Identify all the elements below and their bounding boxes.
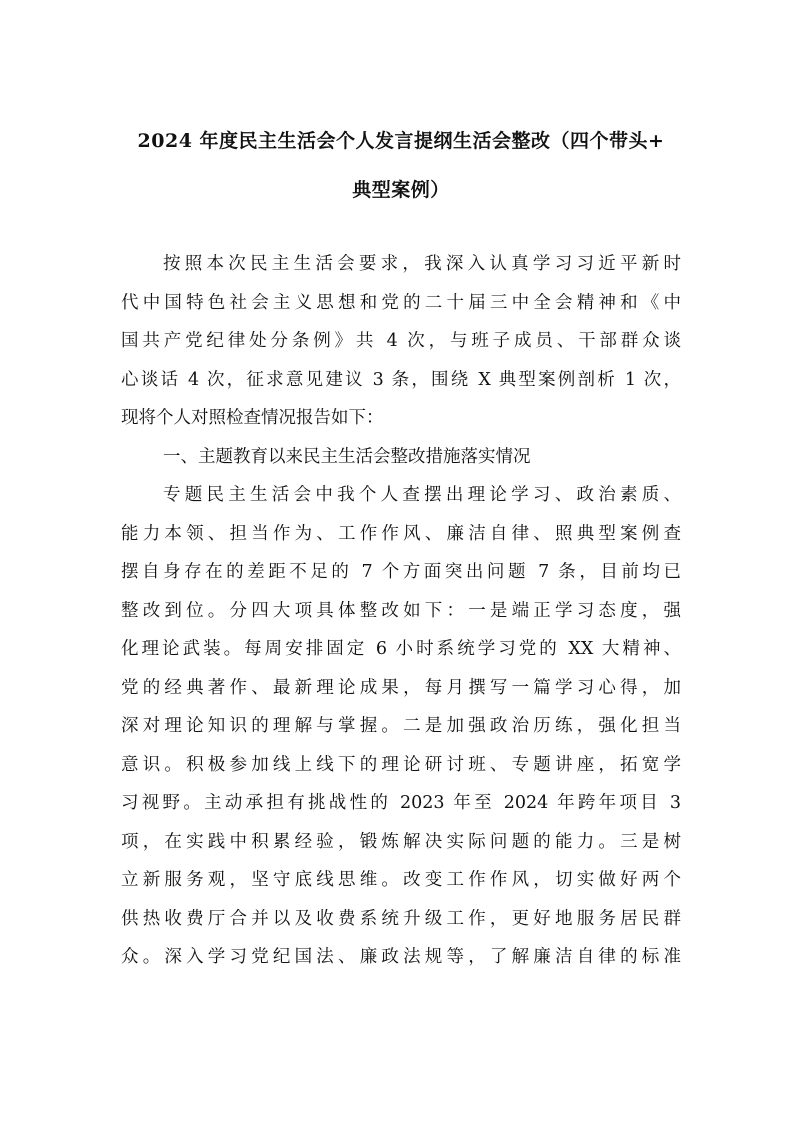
paragraph-line: 心谈话 4 次，征求意见建议 3 条，围绕 X 典型案例剖析 1 次， — [121, 370, 681, 390]
paragraph-line: 意识。积极参加线上线下的理论研讨班、专题讲座，拓宽学 — [121, 755, 681, 775]
paragraph-line: 按照本次民主生活会要求，我深入认真学习习近平新时 — [163, 254, 681, 274]
paragraph-line: 现将个人对照检查情况报告如下： — [121, 408, 384, 428]
document-title-line-1: 2024 年度民主生活会个人发言提纲生活会整改（四个带头+ — [137, 130, 665, 152]
paragraph-line: 整改到位。分四大项具体整改如下：一是端正学习态度，强 — [121, 601, 681, 621]
paragraph-line: 摆自身存在的差距不足的 7 个方面突出问题 7 条，目前均已 — [121, 562, 681, 582]
paragraph-line: 立新服务观，坚守底线思维。改变工作作风，切实做好两个 — [121, 870, 681, 890]
paragraph-line: 党的经典著作、最新理论成果，每月撰写一篇学习心得，加 — [121, 678, 681, 698]
paragraph-line: 专题民主生活会中我个人查摆出理论学习、政治素质、 — [163, 485, 681, 505]
paragraph-line: 习视野。主动承担有挑战性的 2023 年至 2024 年跨年项目 3 — [121, 793, 681, 813]
paragraph-line: 项，在实践中积累经验，锻炼解决实际问题的能力。三是树 — [121, 832, 681, 852]
section-heading: 一、主题教育以来民主生活会整改措施落实情况 — [163, 447, 531, 467]
paragraph-line: 能力本领、担当作为、工作作风、廉洁自律、照典型案例查 — [121, 524, 681, 544]
document-title-line-2: 典型案例） — [352, 179, 450, 201]
paragraph-line: 众。深入学习党纪国法、廉政法规等，了解廉洁自律的标准 — [121, 947, 681, 967]
paragraph-line: 化理论武装。每周安排固定 6 小时系统学习党的 XX 大精神、 — [121, 639, 681, 659]
paragraph-line: 代中国特色社会主义思想和党的二十届三中全会精神和《中 — [121, 293, 681, 313]
paragraph-line: 供热收费厅合并以及收费系统升级工作，更好地服务居民群 — [121, 909, 681, 929]
paragraph-line: 国共产党纪律处分条例》共 4 次，与班子成员、干部群众谈 — [121, 331, 681, 351]
paragraph-line: 深对理论知识的理解与掌握。二是加强政治历练，强化担当 — [121, 716, 681, 736]
